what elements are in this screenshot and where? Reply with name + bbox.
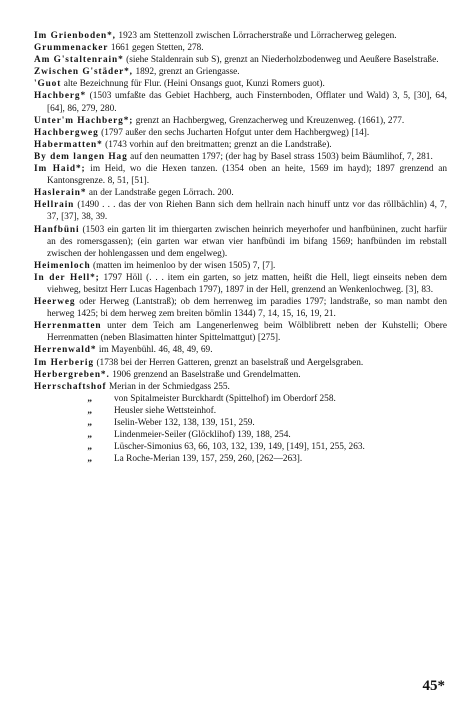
entry-text: unter dem Teich am Langenerlenweg beim Wölblibrett neben der Kuhstelli; Obere Herrenmatten (neben Blasimatten hinter Spittelmattgut) [275]. xyxy=(47,321,447,344)
entry-headword: Habermatten* xyxy=(34,139,103,150)
entry-headword: Herrenwald* xyxy=(34,345,97,356)
entry-headword: Herrschaftshof xyxy=(34,381,107,392)
entry-text: grenzt an Hachbergweg, Grenzacherweg und Kreuzenweg. (1661), 277. xyxy=(133,115,405,126)
entry-headword: By dem langen Hag xyxy=(34,151,128,162)
glossary-entry xyxy=(34,66,447,78)
glossary-entry xyxy=(34,199,447,223)
entry-headword: Herrenmatten xyxy=(34,321,102,332)
sub-entry-text: Heusler siehe Wettsteinhof. xyxy=(114,405,217,416)
glossary-entry xyxy=(34,54,447,66)
glossary-entry xyxy=(34,224,447,260)
entry-text: Merian in der Schmiedgass 255. xyxy=(106,381,230,392)
ditto-mark: „ xyxy=(87,393,92,404)
entry-headword: Im Herberig xyxy=(34,357,94,368)
entry-headword: Im Grienboden*, xyxy=(34,31,116,41)
entry-text: auf den neumatten 1797; (der hag by Basel strass 1503) beim Bäumlihof, 7, 281. xyxy=(127,151,433,162)
sub-entry-text: Lüscher-Simonius 63, 66, 103, 132, 139, 149, [149], 151, 255, 263. xyxy=(114,442,365,453)
glossary-entry xyxy=(34,151,447,163)
ditto-mark: „ xyxy=(87,405,92,416)
sub-entry-text: Lindenmeier-Seiler (Glöcklihof) 139, 188, 254. xyxy=(114,430,291,441)
glossary-entry xyxy=(34,260,447,272)
entry-headword: Am G'staltenrain* xyxy=(34,55,124,66)
glossary-entry xyxy=(34,163,447,187)
ditto-mark: „ xyxy=(87,454,92,465)
sub-entry-text: La Roche-Merian 139, 157, 259, 260, [262—263]. xyxy=(114,454,303,465)
glossary-entry xyxy=(34,30,447,42)
entry-headword: Hachberg* xyxy=(34,91,86,102)
sub-entry xyxy=(34,405,447,417)
sub-entry xyxy=(34,417,447,429)
entry-headword: Hachbergweg xyxy=(34,127,99,138)
glossary-entry xyxy=(34,78,447,90)
entry-text: (1743 vorhin auf den breitmatten; grenzt an die Landstraße). xyxy=(102,139,332,150)
entry-text: 1797 Höll (. . . item ein garten, so jetz matten, heißt die Hell, liegt einseits neben dem viehweg, besitzt Herr Lucas Hagenbach 1797), 1897 in der Hell, grenzend an Wenkenlochweg. [3], 83. xyxy=(47,272,448,295)
entry-text: 1892, grenzt an Griengasse. xyxy=(132,67,240,78)
page-number: 45* xyxy=(422,678,445,694)
glossary-entry xyxy=(34,139,447,151)
entry-text: (1503 umfaßte das Gebiet Hachberg, auch Finsternboden, Offlater und Wald) 3, 5, [30], 64, [64], 86, 279, 280. xyxy=(47,91,447,114)
entry-text: (matten im heimenloo by der wisen 1505) 7, [7]. xyxy=(90,260,276,271)
glossary-entry xyxy=(34,381,447,393)
glossary-entry xyxy=(34,272,447,296)
glossary-entry xyxy=(34,115,447,127)
entry-text: im Mayenbühl. 46, 48, 49, 69. xyxy=(96,345,213,356)
entry-headword: Im Haid*; xyxy=(34,164,86,175)
entry-headword: Unter'm Hachberg*; xyxy=(34,115,134,126)
glossary-entry xyxy=(34,369,447,381)
glossary-entry xyxy=(34,320,447,344)
ditto-mark: „ xyxy=(87,430,92,441)
entry-text: alte Bezeichnung für Flur. (Heini Onsangs guot, Kunzi Romers guot). xyxy=(61,79,325,90)
glossary-entry xyxy=(34,90,447,114)
sub-entry-text: von Spitalmeister Burckhardt (Spittelhof) im Oberdorf 258. xyxy=(114,393,336,404)
glossary-entry xyxy=(34,357,447,369)
glossary-entries xyxy=(34,30,447,393)
entry-text: (1797 außer den sechs Jucharten Hofgut unter dem Hachbergweg) [14]. xyxy=(98,127,370,138)
entry-text: im Heid, wo die Hexen tanzen. (1354 oben an heite, 1569 im hayd); 1897 grenzend an Kantonsgrenze. 8, 51, [51]. xyxy=(47,164,447,187)
ditto-mark: „ xyxy=(87,418,92,428)
entry-headword: Haslerain* xyxy=(34,188,87,199)
entry-headword: 'Guot xyxy=(34,79,62,90)
glossary-entry xyxy=(34,187,447,199)
glossary-entry xyxy=(34,296,447,320)
entry-headword: Hellrain xyxy=(34,200,75,211)
glossary-entry xyxy=(34,127,447,139)
entry-headword: Grummenacker xyxy=(34,43,109,54)
ditto-mark: „ xyxy=(87,442,92,453)
entry-text: (1490 . . . das der von Riehen Bann sich dem hellrain nach hinuff untz vor das röllbächlin) 4, 7, 37, [37], 38, 39. xyxy=(47,200,447,223)
entry-text: 1906 grenzend an Baselstraße und Grendelmatten. xyxy=(109,369,301,380)
sub-entry xyxy=(34,453,447,465)
sub-entry-text: Iselin-Weber 132, 138, 139, 151, 259. xyxy=(114,418,255,428)
entry-text: an der Landstraße gegen Lörrach. 200. xyxy=(86,188,234,199)
entry-headword: Heimenloch xyxy=(34,260,91,271)
sub-entry xyxy=(34,393,447,405)
entry-text: 1923 am Stettenzoll zwischen Lörracherstraße und Lörracherweg gelegen. xyxy=(115,31,397,41)
sub-entry xyxy=(34,441,447,453)
entry-headword: In der Hell*; xyxy=(34,272,100,283)
entry-text: oder Herweg (Lantstraß); ob dem herrenweg im paradies 1797; landstraße, so man nambt den herweg 1425; bi dem herweg zem breiten bömlin 1344) 7, 14, 15, 16, 19, 21. xyxy=(47,297,447,320)
entry-text: (siehe Staldenrain sub S), grenzt an Niederholzbodenweg und Aeußere Baselstraße. xyxy=(123,55,439,66)
entry-headword: Herbergreben*. xyxy=(34,369,110,380)
entry-headword: Hanfbüni xyxy=(34,224,80,235)
entry-text: (1738 bei der Herren Gatteren, grenzt an baselstraß und Aergelsgraben. xyxy=(93,357,364,368)
herrschaftshof-sub-entries xyxy=(34,393,447,466)
entry-text: (1503 ein garten lit im thiergarten zwischen heinrich meyerhofer und hanfbüninen, zucht harfür an des romersgassen); (ein garten war etwan vier hanfbündi im bifang 1569; hanfbünden im rebstall zwischen der hohlengassen und dem engelweg). xyxy=(47,224,447,259)
glossary-entry xyxy=(34,42,447,54)
entry-text: 1661 gegen Stetten, 278. xyxy=(108,43,204,54)
entry-headword: Zwischen G'städer*, xyxy=(34,67,133,78)
glossary-entry xyxy=(34,344,447,356)
entry-headword: Heerweg xyxy=(34,297,76,308)
sub-entry xyxy=(34,429,447,441)
